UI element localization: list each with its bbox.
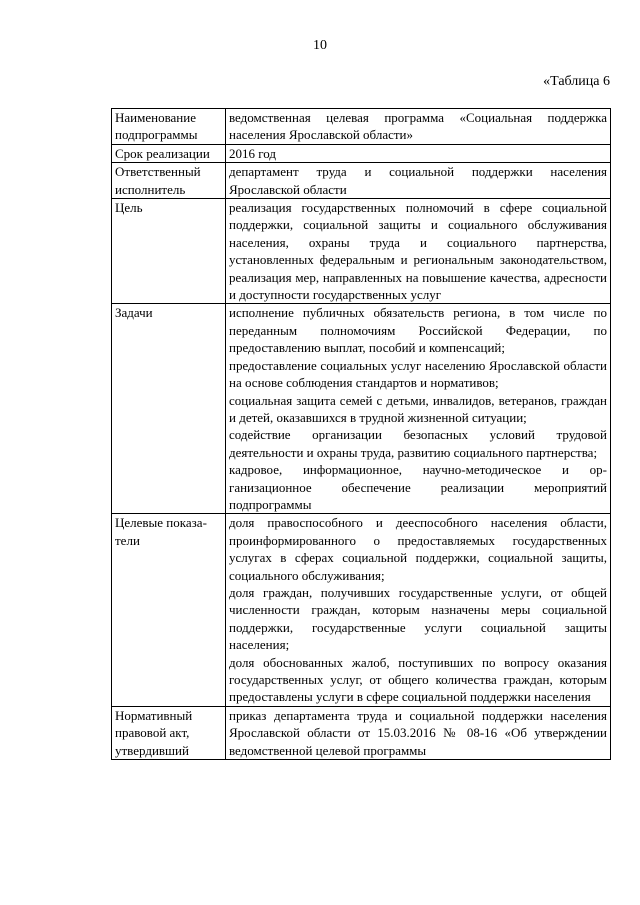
value-paragraph: доля правоспособного и дееспособного населения области, проинформированного о предоставляемых государственных услугах в сферах социальной поддержки, социальной защиты, социального обслуживания; (229, 515, 607, 583)
row-value (226, 706, 611, 759)
table-row (112, 304, 611, 514)
row-label: Срок реализации (112, 144, 226, 162)
row-value (226, 304, 611, 514)
row-value (226, 199, 611, 304)
row-label: Наименование подпрограммы (112, 109, 226, 145)
table-row (112, 514, 611, 706)
value-paragraph: доля граждан, получивших государственные услуги, от общей численности граждан, которым назначены меры социальной поддержки, государственные услуги социальной защиты населения; (229, 584, 607, 653)
row-label: Задачи (112, 304, 226, 514)
value-paragraph: кадровое, информационное, научно-методическое и организационное обеспечение реализации мероприятий подпрограммы (229, 462, 607, 512)
table-row (112, 163, 611, 199)
row-value (226, 109, 611, 145)
value-paragraph: социальная защита семей с детьми, инвалидов, ветеранов, граждан и детей, оказавшихся в трудной жизненной ситуации; (229, 392, 607, 425)
page-number: 10 (313, 38, 327, 53)
row-label: Цель (112, 199, 226, 304)
row-label: Целевые показатели (112, 514, 226, 706)
value-paragraph: предоставление социальных услуг населению Ярославской области на основе соблюдения стандартов и нормативов; (229, 357, 607, 391)
table-label: «Таблица 6 (543, 74, 610, 89)
value-paragraph: департамент труда и социальной поддержки населения Ярославской области (229, 164, 607, 197)
program-passport-table (111, 108, 611, 760)
table-row (112, 706, 611, 759)
row-label: Ответственный исполнитель (112, 163, 226, 199)
value-paragraph: доля обоснованных жалоб, поступивших по вопросу оказания государственных услуг, от общего количества граждан, которым предоставлены услуги в сфере социальной поддержки населения (229, 654, 607, 705)
row-value (226, 144, 611, 162)
row-value (226, 163, 611, 199)
row-value (226, 514, 611, 706)
value-paragraph: исполнение публичных обязательств региона, в том числе по переданным полномочиям Российской Федерации, по предоставлению выплат, пособий и компенсаций; (229, 305, 607, 356)
value-paragraph: ведомственная целевая программа «Социальная поддержка населения Ярославской области» (229, 110, 607, 143)
value-paragraph: содействие организации безопасных условий трудовой деятельности и охраны труда, развитию социального партнерства; (229, 427, 607, 460)
row-label: Нормативный правовой акт, утвердивший (112, 706, 226, 759)
value-paragraph: приказ департамента труда и социальной поддержки населения Ярославской области от 15.03.2016 № 08-16 «Об утверждении ведомственной целевой программы (229, 707, 607, 758)
table-row (112, 144, 611, 162)
value-paragraph: 2016 год (229, 145, 276, 161)
table-row (112, 199, 611, 304)
table-row (112, 109, 611, 145)
value-paragraph: реализация государственных полномочий в сфере социальной поддержки, социальной защиты и социального обслуживания населения, охраны труда и социального партнерства, установленных федеральным и региональным законодательством, реализация мер, направленных на повышение качества, адресности и доступности государственных услуг (229, 200, 607, 303)
